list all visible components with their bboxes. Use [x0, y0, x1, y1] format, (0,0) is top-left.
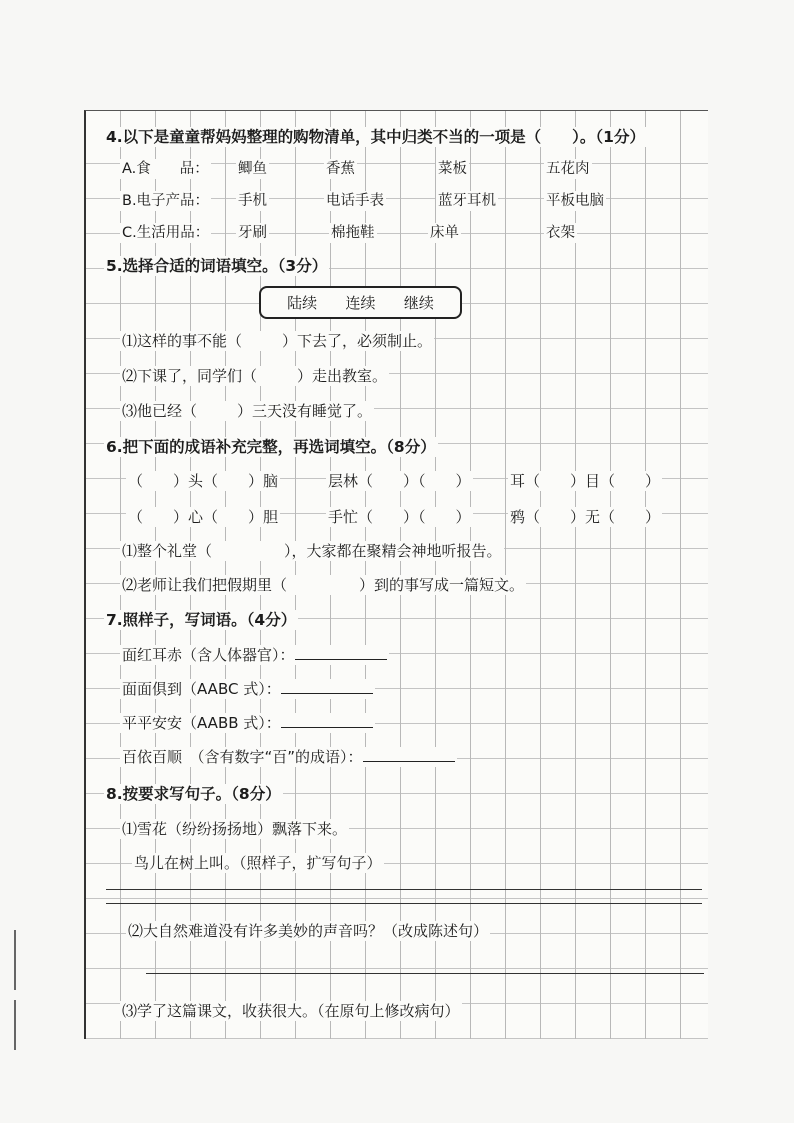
q5-item-3-before: ⑶他已经（	[122, 402, 198, 420]
question-4-stem: 4.以下是童童帮妈妈整理的购物清单，其中归类不当的一项是（ ）。（1分）	[106, 128, 645, 146]
q4-option-c-item: 牙刷	[238, 225, 267, 241]
q4-option-b-category: B.电子产品：	[122, 193, 210, 209]
q4-option-a-item: 五花肉	[546, 161, 590, 177]
q7-item-4-prompt: 百依百顺 （含有数字“百”的成语）：	[122, 748, 363, 766]
answer-line[interactable]	[146, 973, 704, 974]
idiom-blank[interactable]: 层林（ ）（ ）	[328, 472, 471, 490]
binding-margin-mark	[14, 930, 16, 990]
q6-item-2	[120, 575, 526, 595]
q4-option-a-category: A.食 品：	[122, 161, 209, 177]
q4-option-c-item: 床单	[430, 225, 459, 241]
question-5-stem: 5.选择合适的词语填空。（3分）	[106, 257, 328, 275]
q7-item-4	[120, 747, 457, 767]
question-8-stem: 8.按要求写句子。（8分）	[106, 785, 281, 803]
q6-item-1	[120, 541, 504, 561]
idiom-blank[interactable]: 鸦（ ）无（ ）	[510, 508, 661, 526]
q5-item-3-after: ）三天没有睡觉了。	[237, 402, 373, 420]
idiom-blank[interactable]: 手忙（ ）（ ）	[328, 508, 471, 526]
q7-item-3	[120, 713, 375, 733]
answer-line[interactable]	[363, 747, 455, 762]
q8-item-3: ⑶学了这篇课文，收获很大。（在原句上修改病句）	[122, 1002, 460, 1020]
word-choice-box	[259, 286, 462, 319]
q7-item-2	[120, 679, 375, 699]
q4-option-c-item: 棉拖鞋	[331, 225, 375, 241]
word-choice: 连续	[345, 294, 376, 312]
q5-item-2-before: ⑵下课了，同学们（	[122, 367, 258, 385]
q8-item-1-task: 鸟儿在树上叫。（照样子，扩写句子）	[134, 854, 382, 872]
question-7-stem: 7.照样子，写词语。（4分）	[106, 611, 297, 629]
q4-option-a-item: 鲫鱼	[238, 161, 267, 177]
idiom-blank[interactable]: 耳（ ）目（ ）	[510, 472, 661, 490]
q6-item-2-after: ）到的事写成一篇短文。	[359, 576, 525, 594]
question-6-stem: 6.把下面的成语补充完整，再选词填空。（8分）	[106, 438, 436, 456]
idiom-blank[interactable]: （ ）头（ ）脑	[128, 472, 279, 490]
exam-sheet	[84, 110, 708, 1039]
q5-item-1-before: ⑴这样的事不能（	[122, 332, 243, 350]
q5-item-1	[120, 331, 434, 351]
answer-line[interactable]	[281, 713, 373, 728]
q6-item-1-after: ），大家都在聚精会神地听报告。	[284, 542, 502, 560]
q7-item-1-prompt: 面红耳赤（含人体器官）：	[122, 646, 295, 664]
answer-line[interactable]	[281, 679, 373, 694]
word-choice: 继续	[403, 294, 434, 312]
q5-item-3	[120, 401, 374, 421]
q6-item-1-before: ⑴整个礼堂（	[122, 542, 213, 560]
q4-option-c-item: 衣架	[546, 225, 575, 241]
answer-line[interactable]	[106, 903, 702, 904]
answer-line[interactable]	[295, 645, 387, 660]
q4-option-b-item: 手机	[238, 193, 267, 209]
q4-option-c-category: C.生活用品：	[122, 225, 210, 241]
q4-option-a-item: 菜板	[438, 161, 467, 177]
answer-line[interactable]	[106, 889, 702, 890]
q4-option-b-item: 蓝牙耳机	[438, 193, 496, 209]
q7-item-1	[120, 645, 389, 665]
q5-item-2-after: ）走出教室。	[297, 367, 388, 385]
q8-item-1-example: ⑴雪花（纷纷扬扬地）飘落下来。	[122, 820, 348, 838]
q5-item-2	[120, 366, 389, 386]
idiom-blank[interactable]: （ ）心（ ）胆	[128, 508, 279, 526]
q8-item-2: ⑵大自然难道没有许多美妙的声音吗？（改成陈述句）	[128, 922, 489, 940]
q5-item-1-after: ）下去了，必须制止。	[282, 332, 433, 350]
binding-margin-mark	[14, 1000, 16, 1050]
q7-item-3-prompt: 平平安安（AABB 式）：	[122, 714, 281, 732]
q6-item-2-before: ⑵老师让我们把假期里（	[122, 576, 288, 594]
q4-option-b-item: 电话手表	[326, 193, 384, 209]
word-choice: 陆续	[287, 294, 318, 312]
q4-option-a-item: 香蕉	[326, 161, 355, 177]
q4-option-b-item: 平板电脑	[546, 193, 604, 209]
q7-item-2-prompt: 面面俱到（AABC 式）：	[122, 680, 281, 698]
